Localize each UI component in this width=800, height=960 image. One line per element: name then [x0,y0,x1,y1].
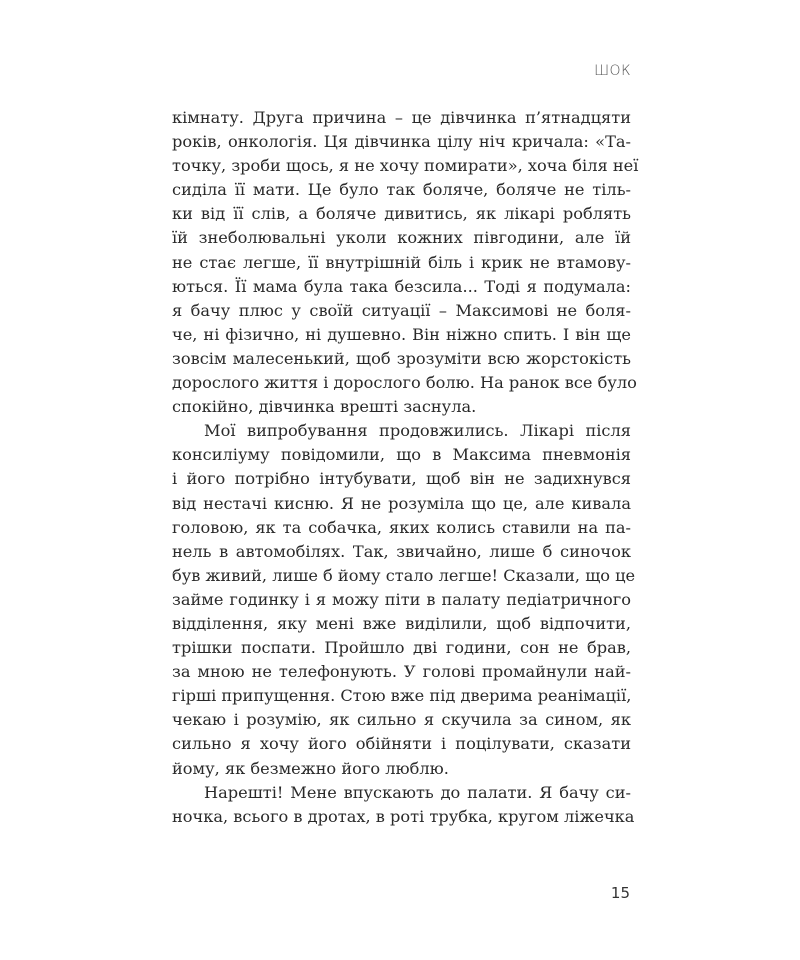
text-line: відділення, яку мені вже виділили, щоб відпочити, [172,613,631,633]
paragraph [172,781,635,829]
text-line: консиліуму повідомили, що в Максима пневмонія [172,445,631,465]
text-line: ки від її слів, а боляче дивитись, як лікарі роблять [172,204,631,224]
text-line: сиділа її мати. Це було так боляче, боляче не тіль- [172,180,631,200]
text-line: був живий, лише б йому стало легше! Сказали, що це [172,565,636,585]
text-line: че, ні фізично, ні душевно. Він ніжно спить. І він ще [172,324,631,344]
text-line: йому, як безмежно його люблю. [172,758,449,778]
text-line: Мої випробування продовжились. Лікарі після [204,421,631,441]
text-line: займе годинку і я можу піти в палату педіатричного [172,589,631,609]
text-line: від нестачі кисню. Я не розуміла що це, але кивала [172,493,631,513]
text-line: я бачу плюс у своїй ситуації – Максимові не боля- [172,300,631,320]
text-line: ночка, всього в дротах, в роті трубка, кругом ліжечка [172,806,635,826]
paragraph [172,419,636,780]
text-line: гірші припущення. Стою вже під дверима реанімації, [172,686,632,706]
text-line: сильно я хочу його обійняти і поцілувати, сказати [172,734,631,754]
text-line: головою, як та собачка, яких колись ставили на па- [172,517,631,537]
text-line: кімнату. Друга причина – це дівчинка п’ятнадцяти [172,108,631,127]
text-line: не стає легше, її внутрішній біль і крик не втамову- [172,252,631,272]
text-line: чекаю і розумію, як сильно я скучила за сином, як [172,710,631,730]
text-line: зовсім малесенький, щоб зрозуміти всю жорстокість [172,348,631,368]
text-line: їй знеболювальні уколи кожних півгодини, але їй [172,228,631,248]
text-line: спокійно, дівчинка врешті заснула. [172,397,477,417]
text-line: нель в автомобілях. Так, звичайно, лише б синочок [172,541,631,561]
page-number: 15 [610,884,630,902]
paragraph [172,106,639,419]
text-line: ються. Її мама була така безсила... Тоді я подумала: [172,276,631,296]
text-line: і його потрібно інтубувати, щоб він не задихнувся [172,469,631,489]
running-header-title: ШОК [594,63,631,79]
text-line: за мною не телефонують. У голові промайнули най- [172,662,631,682]
body-text [172,106,639,829]
text-line: трішки поспати. Пройшло дві години, сон не брав, [172,638,631,658]
text-line: дорослого життя і дорослого болю. На ранок все було [172,373,637,393]
text-line: точку, зроби щось, я не хочу помирати», хоча біля неї [172,156,639,176]
text-line: років, онкологія. Ця дівчинка цілу ніч кричала: «Та- [172,132,631,152]
text-line: Нарешті! Мене впускають до палати. Я бачу си- [204,782,631,802]
